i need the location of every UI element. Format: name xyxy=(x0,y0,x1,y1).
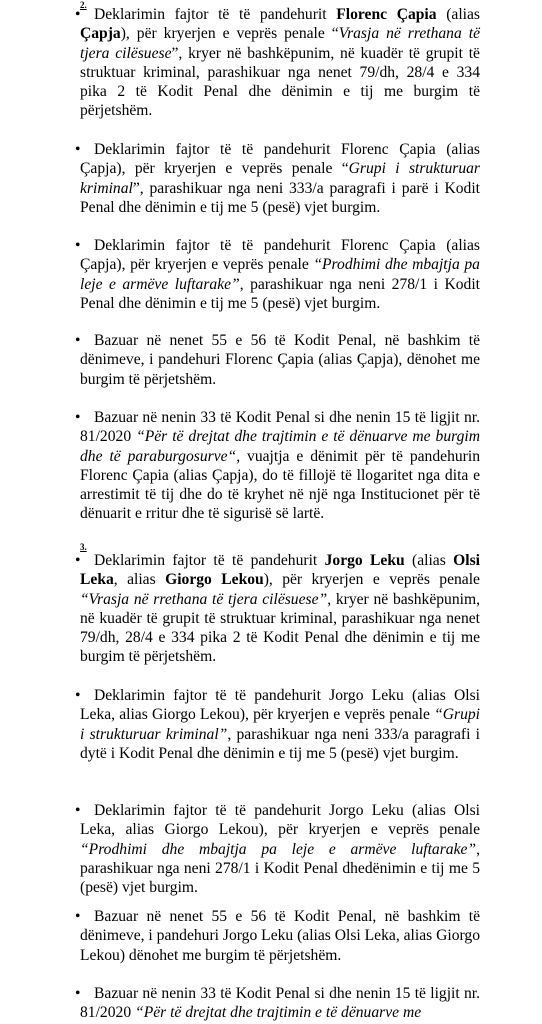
bullet-icon: • xyxy=(75,237,81,254)
offense-name: “Grupi i strukturuar kriminal” xyxy=(80,706,480,743)
item-text: Bazuar në nenin 33 të Kodit Penal si dhe nenin 15 të ligjit nr. 81/2020 xyxy=(80,985,480,1022)
offense-name: “Prodhimi dhe mbajtja pa leje e armëve luftarake” xyxy=(80,256,480,293)
law-title: “Për të drejtat dhe trajtimin e të dënuarve me burgim dhe të paraburgosurve“, xyxy=(80,428,480,465)
bullet-icon: • xyxy=(75,908,81,925)
item-text: Deklarimin fajtor të të pandehurit Jorgo Leku (alias Olsi Leka, alias Giorgo Lekou), për kryerjen e veprës penale xyxy=(80,687,480,724)
item-text: Deklarimin fajtor të të pandehurit Florenc Çapia (alias Çapja), për kryerjen e veprës penale xyxy=(80,237,480,274)
defendant-name: Jorgo Leku xyxy=(324,552,405,569)
defendant-alias: Giorgo Lekou xyxy=(165,571,264,589)
item-text: , parashikuar nga neni 278/1 i Kodit Penal dhedënimin e tij me 5 (pesë) vjet burgim. xyxy=(80,840,480,897)
item-text: ), për kryerjen e veprës penale “ xyxy=(120,25,339,43)
item-text: Deklarimin fajtor të të pandehurit xyxy=(94,6,337,23)
item-text: (alias xyxy=(404,552,454,569)
list-item xyxy=(75,907,480,965)
list-item xyxy=(75,140,480,217)
item-text: ), për kryerjen e veprës penale xyxy=(263,571,480,589)
item-text: Deklarimin fajtor të të pandehurit Florenc Çapia (alias Çapja), për kryerjen e veprës penale “ xyxy=(80,141,480,178)
offense-name: “Prodhimi dhe mbajtja pa leje e armëve luftarake” xyxy=(80,840,477,858)
list-item xyxy=(75,331,480,389)
list-item xyxy=(75,408,480,524)
item-text: , alias xyxy=(113,571,166,589)
item-text: Bazuar në nenin 33 të Kodit Penal si dhe nenin 15 të ligjit nr. 81/2020 xyxy=(80,409,480,446)
item-text: Bazuar në nenet 55 e 56 të Kodit Penal, në bashkim të dënimeve, i pandehuri Jorgo Leku (alias Olsi Leka, alias Giorgo Lekou) dënohet me burgim të përjetshëm. xyxy=(80,908,480,964)
item-text: Bazuar në nenet 55 e 56 të Kodit Penal, në bashkim të dënimeve, i pandehuri Florenc Çapia (alias Çapja), dënohet me burgim të përjetshëm. xyxy=(80,332,480,388)
bullet-icon: • xyxy=(75,802,81,819)
list-item xyxy=(75,5,480,121)
item-text: , kryer në bashkëpunim, në kuadër të grupit të struktuar kriminal, parashikuar nga nenet 79/dh, 28/4 e 334 pika 2 të Kodit Penal dhe dënimin e tij me burgim të përjetshëm. xyxy=(80,590,480,666)
bullet-icon: • xyxy=(75,332,81,349)
list-item xyxy=(75,801,480,897)
item-text: (alias xyxy=(436,6,480,23)
defendant-name: Florenc Çapia xyxy=(336,6,437,23)
item-text: , parashikuar nga neni 278/1 i Kodit Penal dhe dënimin e tij me 5 (pesë) vjet burgim. xyxy=(80,275,480,312)
offense-name: Grupi i strukturuar kriminal xyxy=(80,160,480,197)
defendant-alias: Çapja xyxy=(80,25,121,43)
offense-name: “Vrasja në rrethana të tjera cilësuese” xyxy=(80,590,328,608)
bullet-icon: • xyxy=(75,687,81,704)
list-item xyxy=(75,686,480,763)
item-text: ”, parashikuar nga neni 333/a paragrafi i parë i Kodit Penal dhe dënimin e tij me 5 (pesë) vjet burgim. xyxy=(80,179,480,216)
list-item xyxy=(75,551,480,667)
item-text: ”, kryer në bashkëpunim, në kuadër të grupit të struktuar kriminal, parashikuar nga nenet 79/dh, 28/4 e 334 pika 2 të Kodit Penal dhe dënimin e tij me burgim të përjetshëm. xyxy=(80,44,480,120)
bullet-icon: • xyxy=(75,6,81,23)
bullet-icon: • xyxy=(75,409,81,426)
item-text: Deklarimin fajtor të të pandehurit Jorgo Leku (alias Olsi Leka, alias Giorgo Lekou), për kryerjen e veprës penale xyxy=(80,802,480,839)
item-text: , parashikuar nga neni 333/a paragrafi i dytë i Kodit Penal dhe dënimin e tij me 5 (pesë) vjet burgim. xyxy=(80,725,480,762)
list-item xyxy=(75,984,480,1023)
item-text: vuajtja e dënimit për të pandehurin Florenc Çapia (alias Çapja), do të fillojë të llogaritet nga dita e arrestimit të tij dhe do të kryhet në një nga Institucionet për të dënuarit e rritur dhe të sigurisë së lartë. xyxy=(80,447,480,523)
bullet-icon: • xyxy=(75,141,81,158)
bullet-icon: • xyxy=(75,985,81,1002)
law-title: “Për të drejtat dhe trajtimin e të dënuarve me xyxy=(135,1004,422,1022)
bullet-icon: • xyxy=(75,552,81,569)
section-number: 3. xyxy=(80,542,87,552)
list-item xyxy=(75,236,480,313)
defendant-alias: Olsi Leka xyxy=(80,552,480,589)
item-text: Deklarimin fajtor të të pandehurit xyxy=(94,552,325,569)
offense-name: Vrasja në rrethana të tjera cilësuese xyxy=(80,25,480,62)
section-number: 2. xyxy=(80,0,87,10)
